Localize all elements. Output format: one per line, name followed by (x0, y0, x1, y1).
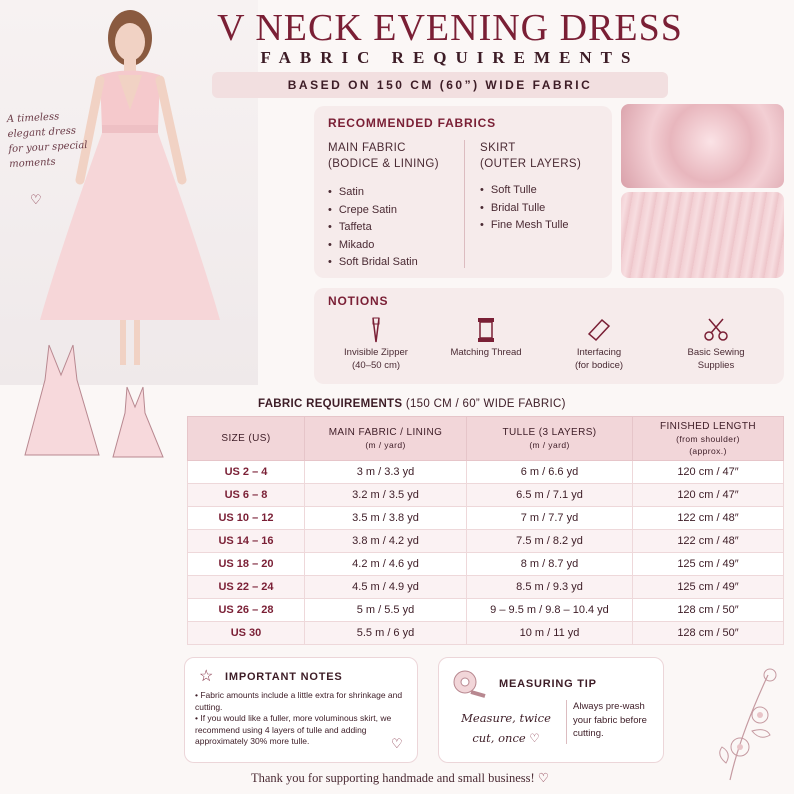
footer-thanks: Thank you for supporting handmade and small business! ♡ (251, 771, 549, 785)
measuring-tip-card (438, 657, 664, 763)
skirt-subheading: (OUTER LAYERS) (480, 158, 582, 170)
header-size: SIZE (US) (188, 417, 305, 461)
table-header-row (188, 417, 784, 461)
tip-title: MEASURING TIP (499, 678, 597, 690)
list-item: • If you would like a fuller, more voluminous skirt, we recommend using 4 layers of tulle and adding approximately 30% more tulle. (195, 713, 392, 746)
heart-icon: ♡ (391, 736, 403, 751)
star-icon: ☆ (199, 668, 214, 685)
satin-swatch-image (621, 104, 784, 188)
table-row: US 14 – 16 3.8 m / 4.2 yd 7.5 m / 8.2 yd 122 cm / 48″ (188, 530, 784, 553)
list-item: • Mikado (328, 237, 439, 255)
header-finished-length: FINISHED LENGTH (from shoulder) (approx.) (633, 417, 784, 461)
tip-divider (566, 700, 567, 744)
table-row: US 6 – 8 3.2 m / 3.5 yd 6.5 m / 7.1 yd 120 cm / 47″ (188, 484, 784, 507)
prewash-text: Always pre-wash your fabric before cutting. (573, 701, 647, 739)
main-fabric-column (328, 140, 439, 272)
notion-interfacing: Interfacing (for bodice) (549, 316, 649, 372)
thread-spool-icon (436, 316, 536, 346)
page-title: V NECK EVENING DRESS (217, 7, 683, 49)
page-subtitle: FABRIC REQUIREMENTS (260, 48, 640, 67)
header-main-fabric: MAIN FABRIC / LINING (m / yard) (305, 417, 467, 461)
list-item: • Taffeta (328, 219, 439, 237)
table-row: US 10 – 12 3.5 m / 3.8 yd 7 m / 7.7 yd 122 cm / 48″ (188, 507, 784, 530)
fabric-requirements-table (187, 416, 784, 645)
list-item: • Fine Mesh Tulle (480, 217, 581, 235)
header-tulle: TULLE (3 LAYERS) (m / yard) (467, 417, 633, 461)
recommended-fabrics-title: RECOMMENDED FABRICS (328, 116, 496, 130)
fabric-width-banner: BASED ON 150 CM (60”) WIDE FABRIC (212, 72, 668, 98)
dress-flat-sketch-front (15, 335, 175, 470)
tagline: A timeless elegant dress for your special moments (6, 111, 88, 171)
notions-title: NOTIONS (328, 294, 389, 308)
notion-sewing-supplies: Basic Sewing Supplies (666, 316, 766, 372)
interfacing-icon (549, 316, 649, 346)
notions-card (314, 288, 784, 384)
notes-list (195, 690, 403, 748)
notion-thread: Matching Thread (436, 316, 536, 359)
list-item: • Soft Bridal Satin (328, 254, 439, 272)
table-row: US 30 5.5 m / 6 yd 10 m / 11 yd 128 cm / 50″ (188, 622, 784, 645)
table-row: US 26 – 28 5 m / 5.5 yd 9 – 9.5 m / 9.8 – 10.4 yd 128 cm / 50″ (188, 599, 784, 622)
recommended-fabrics-card (314, 106, 612, 278)
heart-icon: ♡ (529, 731, 540, 745)
table-row: US 2 – 4 3 m / 3.3 yd 6 m / 6.6 yd 120 cm / 47″ (188, 461, 784, 484)
heart-icon: ♡ (537, 771, 549, 785)
main-fabric-subheading: (BODICE & LINING) (328, 158, 439, 170)
main-fabric-heading: MAIN FABRIC (328, 142, 406, 154)
skirt-fabric-column (480, 140, 581, 235)
measure-twice-text: Measure, twice cut, once ♡ (461, 711, 551, 745)
table-row: US 18 – 20 4.2 m / 4.6 yd 8 m / 8.7 yd 125 cm / 49″ (188, 553, 784, 576)
tulle-swatch-image (621, 192, 784, 278)
notes-title: IMPORTANT NOTES (225, 671, 343, 683)
main-fabric-list (328, 184, 439, 272)
skirt-fabric-list (480, 182, 581, 235)
scissors-icon (666, 316, 766, 346)
notion-zipper: Invisible Zipper (40–50 cm) (326, 316, 426, 372)
list-item: • Bridal Tulle (480, 200, 581, 218)
heart-icon: ♡ (30, 192, 42, 207)
table-title: FABRIC REQUIREMENTS (150 CM / 60” WIDE FABRIC) (258, 398, 566, 410)
measuring-tape-icon (451, 668, 487, 703)
column-divider (464, 140, 465, 268)
table-row: US 22 – 24 4.5 m / 4.9 yd 8.5 m / 9.3 yd 125 cm / 49″ (188, 576, 784, 599)
zipper-icon (326, 316, 426, 346)
important-notes-card (184, 657, 418, 763)
list-item: • Crepe Satin (328, 202, 439, 220)
floral-decoration (690, 655, 790, 790)
skirt-heading: SKIRT (480, 142, 516, 154)
list-item: • Soft Tulle (480, 182, 581, 200)
list-item: • Fabric amounts include a little extra for shrinkage and cutting. (195, 690, 403, 712)
list-item: • Satin (328, 184, 439, 202)
